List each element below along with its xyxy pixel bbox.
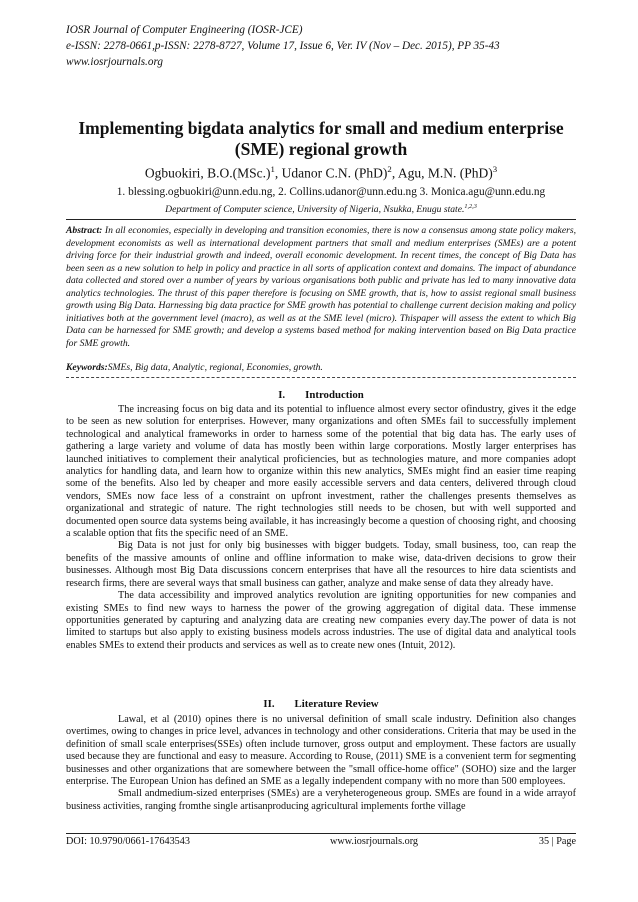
journal-header (66, 22, 576, 70)
journal-website: www.iosrjournals.org (66, 56, 163, 68)
author-2: , Udanor C.N. (PhD) (274, 165, 388, 181)
section-title: Introduction (305, 389, 364, 401)
paragraph: Small andmedium-sized enterprises (SMEs) are a veryheterogeneous group. SMEs are found in a wide arrayof business activities, ranging fromthe single artisanproducing agricultural implements forthe village (66, 788, 576, 812)
abstract (66, 225, 576, 350)
introduction-body (66, 404, 576, 652)
paragraph: The increasing focus on big data and its potential to influence almost every sector ofindustry, gives it the edge to be seen as new solution for enterprises. However, many organizations and often SMEs fail to successfully implement technological and analytical frameworks in order to harness some of the potential that big data has. The early uses of gathering a large variety and volume of data has mostly been within large corporations. Mostly larger enterprises has launched initiatives to complement their analytical proficiencies, but as technologies mature, and more companies adopt analytics for handling data, and learn how to organize within this new analytics, SMEs might find an easier time reaping some of the benefits. Also led by cheaper and more easily accessible servers and data centers, delivered through cloud vendors, SMEs now face less of a constraint on upfront investment, rather the challenges presents themselves as organizational and strategic of nature. The right technologies still needs to be chosen, but with well supported and documented open source data systems being available, it has increasingly become a question of choosing right, and choosing a scalable option that fits the specific need of an SME. (66, 404, 576, 540)
affiliation (66, 201, 576, 216)
abstract-divider (66, 377, 576, 378)
section-title: Literature Review (294, 698, 379, 710)
author-1: Ogbuokiri, B.O.(MSc.) (144, 165, 271, 181)
author-3-affil: 3 (492, 164, 498, 174)
author-emails: 1. blessing.ogbuokiri@unn.edu.ng, 2. Collins.udanor@unn.edu.ng 3. Monica.agu@unn.edu.ng (116, 186, 546, 198)
page-footer (66, 835, 576, 849)
literature-review-body (66, 714, 576, 813)
section-heading-literature-review (66, 698, 576, 711)
keywords-text: SMEs, Big data, Analytic, regional, Economies, growth. (107, 362, 323, 373)
journal-name: IOSR Journal of Computer Engineering (IOSR-JCE) (66, 24, 303, 36)
paragraph: The data accessibility and improved analytics revolution are igniting opportunities for new companies and existing SMEs to find new ways to harness the power of the growing aggregation of digital data. These immense opportunities generated by capturing and analyzing data are creating new companies every day.The power of data is not limited to startups but also apply to existing business models across industries. The use of digital data and analytical tools enables SMEs to extend their products and services as well as to create new ones (Intuit, 2012). (66, 590, 576, 651)
author-3: , Agu, M.N. (PhD) (391, 165, 493, 181)
abstract-label: Abstract: (66, 225, 103, 236)
section-number: I. (278, 389, 286, 401)
footer-doi: DOI: 10.9790/0661-17643543 (66, 836, 190, 847)
keywords (66, 362, 576, 375)
footer-website[interactable]: www.iosrjournals.org (330, 836, 419, 847)
paragraph: Big Data is not just for only big businesses with bigger budgets. Today, small business, too, can reap the benefits of the massive amounts of online and offline information to make wise, data-driven decisions to grow their businesses. Although most Big Data discussions concern enterprises that have all the resources to hire data scientists and research firms, there are several ways that small business can gather, analyze and make sense of data they already have. (66, 540, 576, 589)
section-heading-introduction (66, 389, 576, 402)
author-2-affil: 2 (387, 164, 392, 174)
footer-divider (66, 833, 576, 834)
paper-title: Implementing bigdata analytics for small and medium enterprise (SME) regional growth (78, 118, 564, 159)
section-number: II. (263, 698, 275, 710)
affiliation-text: Department of Computer science, University of Nigeria, Nsukka, Enugu state. (165, 204, 465, 216)
page-number: 35 | Page (538, 836, 576, 847)
author-1-affil: 1 (270, 164, 275, 174)
header-divider (66, 219, 576, 220)
affiliation-sup: 1,2,3 (464, 203, 477, 210)
journal-issn: e-ISSN: 2278-0661,p-ISSN: 2278-8727, Volume 17, Issue 6, Ver. IV (Nov – Dec. 2015), PP 35-43 (66, 40, 500, 52)
keywords-label: Keywords: (66, 362, 108, 373)
paragraph: Lawal, et al (2010) opines there is no universal definition of small scale industry. Definition also changes overtimes, owing to changes in price level, advances in technology and other considerations. Criteria that may be used in the definition of small scale enterprises(SSEs) often include turnover, gross output and employment. These factors are usually used because they are functional and easy to measure. According to Rouse, (2011) SME is a convenient term for segmenting businesses and other organizations that are somewhere between the "small office-home office" (SOHO) size and the larger enterprise. The European Union has defined an SME as a legally independent company with no more than 500 employees. (66, 714, 576, 788)
abstract-text: In all economies, especially in developing and transition economies, there is now a consensus among state policy makers, development economists as well as international development partners that small and medium enterprises (SMEs) are a potent driving force for their industrial growth and indeed, overall economic development. In recent times, the concept of Big Data has been seen as a new solution to help in policy and practice in all sorts of application context and domains. The impact of abundance data collected and stored over a number of years by various organisations both public and private has led to many innovative data analytics technologies. The thrust of this paper therefore is focusing on SME growth, that is, how to assist regional small business growth using Big Data. Harnessing big data practice for SME growth has potential to challenge current decision making and policy initiatives both at the government level (macro), as well as at the SME level (micro). Thispaper will assess the extent to which Big Data can be harnessed for SME growth; and develop a systems based method for making intervention based on Big Data practice for SME growth. (66, 225, 577, 349)
author-list (66, 160, 576, 183)
